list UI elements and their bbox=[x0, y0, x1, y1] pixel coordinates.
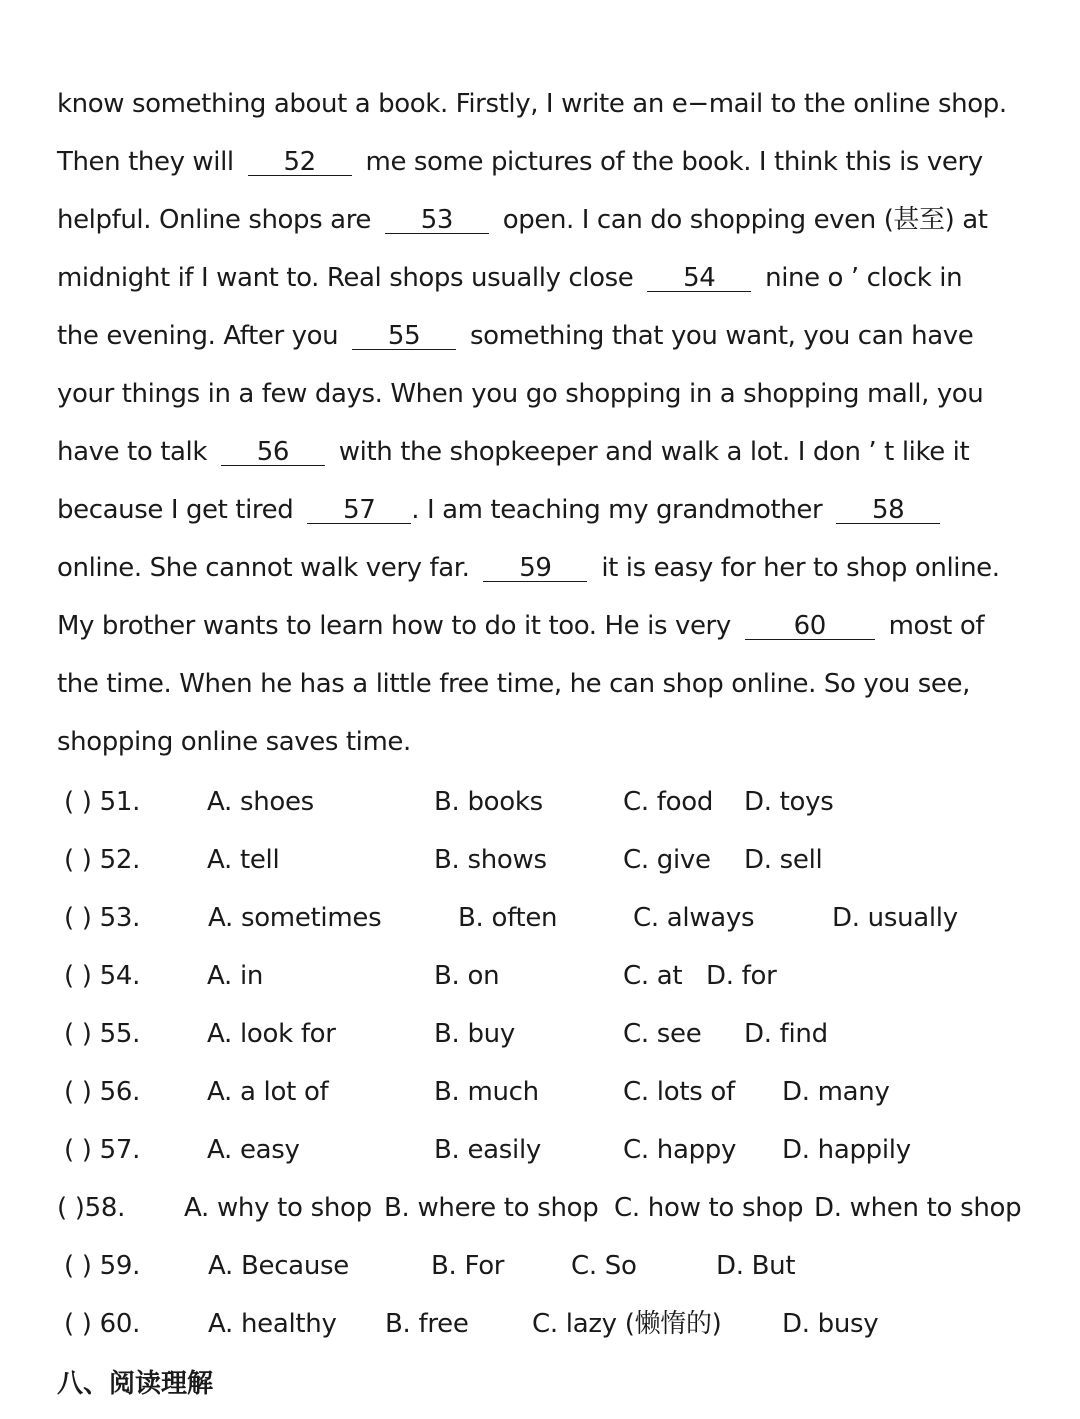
option-c[interactable]: C. at bbox=[623, 961, 683, 991]
blank-57[interactable]: 57 bbox=[307, 497, 411, 524]
passage-text: Then they will bbox=[57, 147, 234, 177]
passage-line-7 bbox=[57, 436, 969, 468]
passage-text: it is easy for her to shop online. bbox=[601, 553, 1000, 583]
option-b[interactable]: B. buy bbox=[434, 1019, 515, 1049]
option-c[interactable]: C. always bbox=[633, 903, 755, 933]
blank-56[interactable]: 56 bbox=[221, 439, 325, 466]
passage-text: your things in a few days. When you go shopping in a shopping mall, you bbox=[57, 379, 984, 409]
question-number[interactable]: ( )58. bbox=[57, 1193, 126, 1223]
passage-line-12 bbox=[57, 726, 411, 758]
option-a[interactable]: A. shoes bbox=[207, 787, 314, 817]
passage-text: the time. When he has a little free time, he can shop online. So you see, bbox=[57, 669, 970, 699]
option-d[interactable]: D. But bbox=[716, 1251, 796, 1281]
blank-55[interactable]: 55 bbox=[352, 323, 456, 350]
option-d[interactable]: D. toys bbox=[744, 787, 834, 817]
passage-text: nine o ’ clock in bbox=[765, 263, 963, 293]
blank-58[interactable]: 58 bbox=[836, 497, 940, 524]
passage-line-4 bbox=[57, 262, 962, 294]
passage-text: with the shopkeeper and walk a lot. I don ’ t like it bbox=[338, 437, 970, 467]
section-heading: 八、阅读理解 bbox=[57, 1369, 214, 1399]
option-d[interactable]: D. busy bbox=[782, 1309, 879, 1339]
option-d[interactable]: D. usually bbox=[832, 903, 958, 933]
option-b[interactable]: B. easily bbox=[434, 1135, 541, 1165]
passage-text: me some pictures of the book. I think this is very bbox=[365, 147, 983, 177]
passage-text: helpful. Online shops are bbox=[57, 205, 372, 235]
option-c[interactable]: C. food bbox=[623, 787, 714, 817]
option-d[interactable]: D. happily bbox=[782, 1135, 911, 1165]
passage-text: the evening. After you bbox=[57, 321, 339, 351]
passage-text: My brother wants to learn how to do it too. He is very bbox=[57, 611, 731, 641]
option-c[interactable]: C. how to shop bbox=[614, 1193, 804, 1223]
option-c[interactable]: C. lazy (懒惰的) bbox=[532, 1309, 722, 1339]
option-c[interactable]: C. see bbox=[623, 1019, 702, 1049]
option-d[interactable]: D. many bbox=[782, 1077, 890, 1107]
question-number[interactable]: ( ) 60. bbox=[64, 1309, 141, 1339]
passage-text: midnight if I want to. Real shops usually close bbox=[57, 263, 634, 293]
option-a[interactable]: A. in bbox=[207, 961, 264, 991]
question-number[interactable]: ( ) 59. bbox=[64, 1251, 141, 1281]
blank-53[interactable]: 53 bbox=[385, 207, 489, 234]
question-number[interactable]: ( ) 51. bbox=[64, 787, 141, 817]
option-a[interactable]: A. Because bbox=[208, 1251, 349, 1281]
passage-line-5 bbox=[57, 320, 973, 352]
passage-text: . I am teaching my grandmother bbox=[411, 495, 823, 525]
option-c[interactable]: C. happy bbox=[623, 1135, 737, 1165]
option-c[interactable]: C. So bbox=[571, 1251, 637, 1281]
blank-59[interactable]: 59 bbox=[483, 555, 587, 582]
passage-text: something that you want, you can have bbox=[469, 321, 974, 351]
passage-text: because I get tired bbox=[57, 495, 294, 525]
passage-line-3 bbox=[57, 204, 988, 236]
question-number[interactable]: ( ) 52. bbox=[64, 845, 141, 875]
passage-text: shopping online saves time. bbox=[57, 727, 411, 757]
option-c[interactable]: C. give bbox=[623, 845, 711, 875]
passage-line-2 bbox=[57, 146, 983, 178]
option-a[interactable]: A. look for bbox=[207, 1019, 336, 1049]
option-b[interactable]: B. shows bbox=[434, 845, 547, 875]
question-number[interactable]: ( ) 54. bbox=[64, 961, 141, 991]
passage-text: most of bbox=[888, 611, 985, 641]
option-a[interactable]: A. a lot of bbox=[207, 1077, 329, 1107]
passage-line-6 bbox=[57, 378, 983, 410]
blank-54[interactable]: 54 bbox=[647, 265, 751, 292]
option-b[interactable]: B. much bbox=[434, 1077, 539, 1107]
question-number[interactable]: ( ) 57. bbox=[64, 1135, 141, 1165]
passage-text: have to talk bbox=[57, 437, 208, 467]
option-b[interactable]: B. books bbox=[434, 787, 543, 817]
option-b[interactable]: B. free bbox=[385, 1309, 469, 1339]
option-a[interactable]: A. sometimes bbox=[208, 903, 382, 933]
passage-text: online. She cannot walk very far. bbox=[57, 553, 470, 583]
option-a[interactable]: A. tell bbox=[207, 845, 280, 875]
passage-line-10 bbox=[57, 610, 984, 642]
passage-line-9 bbox=[57, 552, 1000, 584]
option-d[interactable]: D. for bbox=[706, 961, 777, 991]
passage-text: know something about a book. Firstly, I write an e−mail to the online shop. bbox=[57, 89, 1007, 119]
option-b[interactable]: B. where to shop bbox=[384, 1193, 599, 1223]
passage-line-1 bbox=[57, 88, 1007, 120]
question-number[interactable]: ( ) 56. bbox=[64, 1077, 141, 1107]
option-b[interactable]: B. often bbox=[458, 903, 558, 933]
question-number[interactable]: ( ) 55. bbox=[64, 1019, 141, 1049]
option-c[interactable]: C. lots of bbox=[623, 1077, 735, 1107]
question-number[interactable]: ( ) 53. bbox=[64, 903, 141, 933]
option-d[interactable]: D. when to shop bbox=[814, 1193, 1022, 1223]
option-b[interactable]: B. For bbox=[431, 1251, 505, 1281]
option-a[interactable]: A. healthy bbox=[208, 1309, 337, 1339]
blank-60[interactable]: 60 bbox=[745, 613, 875, 640]
option-a[interactable]: A. why to shop bbox=[184, 1193, 372, 1223]
passage-line-11 bbox=[57, 668, 970, 700]
option-a[interactable]: A. easy bbox=[207, 1135, 300, 1165]
option-d[interactable]: D. sell bbox=[744, 845, 823, 875]
blank-52[interactable]: 52 bbox=[248, 149, 352, 176]
option-b[interactable]: B. on bbox=[434, 961, 500, 991]
passage-text: open. I can do shopping even (甚至) at bbox=[502, 205, 988, 235]
passage-line-8 bbox=[57, 494, 946, 526]
option-d[interactable]: D. find bbox=[744, 1019, 828, 1049]
